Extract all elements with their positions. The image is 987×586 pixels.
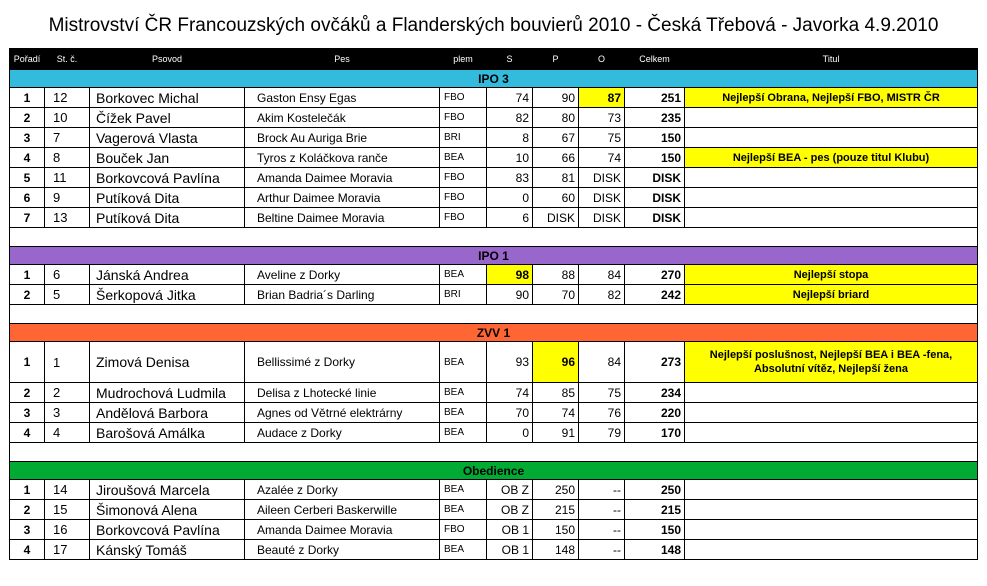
- cell-score-s: 0: [487, 423, 533, 443]
- cell-score-p: 66: [533, 148, 579, 168]
- cell-start-number: 15: [45, 500, 90, 520]
- cell-score-o: 75: [579, 128, 625, 148]
- cell-score-p: 85: [533, 383, 579, 403]
- cell-start-number: 7: [45, 128, 90, 148]
- gap-cell: [10, 305, 978, 324]
- cell-handler: Mudrochová Ludmila: [90, 383, 245, 403]
- cell-score-p: 60: [533, 188, 579, 208]
- cell-score-o: DISK: [579, 208, 625, 228]
- cell-rank: 4: [10, 148, 45, 168]
- gap-cell: [10, 228, 978, 247]
- table-row: [10, 540, 978, 560]
- cell-start-number: 6: [45, 265, 90, 285]
- cell-score-s: OB 1: [487, 520, 533, 540]
- cell-score-o: 79: [579, 423, 625, 443]
- cell-score-p: 91: [533, 423, 579, 443]
- cell-total: 270: [625, 265, 685, 285]
- cell-total: 148: [625, 540, 685, 560]
- cell-title: [685, 480, 978, 500]
- table-row: [10, 383, 978, 403]
- cell-breed: BEA: [440, 403, 487, 423]
- page-title: Mistrovství ČR Francouzských ovčáků a Flanderských bouvierů 2010 - Česká Třebová - Javorka 4.9.2010: [48, 15, 939, 36]
- col-header-p: P: [533, 49, 579, 70]
- cell-total: 170: [625, 423, 685, 443]
- section-gap: [10, 443, 978, 462]
- cell-breed: BEA: [440, 265, 487, 285]
- cell-dog: Gaston Ensy Egas: [245, 88, 440, 108]
- cell-score-s: 6: [487, 208, 533, 228]
- cell-score-s: 90: [487, 285, 533, 305]
- cell-rank: 6: [10, 188, 45, 208]
- cell-rank: 1: [10, 342, 45, 383]
- cell-start-number: 2: [45, 383, 90, 403]
- cell-score-p: 250: [533, 480, 579, 500]
- col-header-dog: Pes: [245, 49, 440, 70]
- cell-total: 273: [625, 342, 685, 383]
- header-row: [10, 49, 978, 70]
- results-table-body: [10, 49, 978, 560]
- cell-handler: Kánský Tomáš: [90, 540, 245, 560]
- cell-score-o: 73: [579, 108, 625, 128]
- cell-handler: Jánská Andrea: [90, 265, 245, 285]
- cell-score-p: 96: [533, 342, 579, 383]
- cell-handler: Jiroušová Marcela: [90, 480, 245, 500]
- cell-score-p: 90: [533, 88, 579, 108]
- cell-breed: FBO: [440, 88, 487, 108]
- cell-total: 220: [625, 403, 685, 423]
- cell-title: [685, 383, 978, 403]
- cell-score-s: 74: [487, 383, 533, 403]
- cell-score-p: 80: [533, 108, 579, 128]
- cell-score-p: 81: [533, 168, 579, 188]
- cell-total: 150: [625, 148, 685, 168]
- cell-score-s: OB 1: [487, 540, 533, 560]
- table-row: [10, 342, 978, 383]
- cell-start-number: 3: [45, 403, 90, 423]
- cell-score-s: 93: [487, 342, 533, 383]
- section-header-row: [10, 247, 978, 265]
- cell-score-o: DISK: [579, 168, 625, 188]
- cell-handler: Šimonová Alena: [90, 500, 245, 520]
- cell-title: [685, 168, 978, 188]
- cell-breed: BEA: [440, 383, 487, 403]
- cell-score-o: --: [579, 540, 625, 560]
- table-row: [10, 168, 978, 188]
- cell-rank: 1: [10, 480, 45, 500]
- cell-dog: Agnes od Větrné elektrárny: [245, 403, 440, 423]
- cell-dog: Arthur Daimee Moravia: [245, 188, 440, 208]
- cell-total: 234: [625, 383, 685, 403]
- cell-score-o: 74: [579, 148, 625, 168]
- cell-start-number: 17: [45, 540, 90, 560]
- col-header-total: Celkem: [625, 49, 685, 70]
- cell-breed: BEA: [440, 342, 487, 383]
- cell-score-o: --: [579, 520, 625, 540]
- cell-breed: FBO: [440, 108, 487, 128]
- cell-score-p: 215: [533, 500, 579, 520]
- cell-score-p: 67: [533, 128, 579, 148]
- col-header-poradi: Pořadí: [10, 49, 45, 70]
- cell-rank: 4: [10, 423, 45, 443]
- section-gap: [10, 305, 978, 324]
- cell-total: DISK: [625, 208, 685, 228]
- section-header: Obedience: [10, 462, 978, 480]
- cell-start-number: 10: [45, 108, 90, 128]
- cell-score-s: 82: [487, 108, 533, 128]
- cell-handler: Andělová Barbora: [90, 403, 245, 423]
- table-row: [10, 423, 978, 443]
- cell-handler: Borkovec Michal: [90, 88, 245, 108]
- cell-title: [685, 208, 978, 228]
- table-row: [10, 403, 978, 423]
- table-row: [10, 148, 978, 168]
- col-header-title: Titul: [685, 49, 978, 70]
- col-header-breed: plem: [440, 49, 487, 70]
- table-row: [10, 285, 978, 305]
- cell-title: [685, 188, 978, 208]
- cell-breed: FBO: [440, 168, 487, 188]
- table-row: [10, 188, 978, 208]
- cell-handler: Borkovcová Pavlína: [90, 520, 245, 540]
- cell-start-number: 4: [45, 423, 90, 443]
- cell-handler: Putíková Dita: [90, 188, 245, 208]
- cell-score-o: --: [579, 500, 625, 520]
- cell-handler: Putíková Dita: [90, 208, 245, 228]
- cell-score-s: 70: [487, 403, 533, 423]
- cell-breed: FBO: [440, 188, 487, 208]
- cell-title: [685, 128, 978, 148]
- cell-start-number: 9: [45, 188, 90, 208]
- cell-start-number: 16: [45, 520, 90, 540]
- cell-total: 242: [625, 285, 685, 305]
- table-row: [10, 128, 978, 148]
- table-row: [10, 208, 978, 228]
- gap-cell: [10, 443, 978, 462]
- cell-score-o: 84: [579, 265, 625, 285]
- cell-breed: FBO: [440, 208, 487, 228]
- cell-breed: BEA: [440, 423, 487, 443]
- cell-start-number: 5: [45, 285, 90, 305]
- cell-handler: Šerkopová Jitka: [90, 285, 245, 305]
- results-table: [9, 48, 978, 560]
- cell-score-s: 83: [487, 168, 533, 188]
- cell-title: Nejlepší poslušnost, Nejlepší BEA i BEA -fena, Absolutní vítěz, Nejlepší žena: [685, 342, 978, 383]
- cell-title: [685, 108, 978, 128]
- cell-score-o: 87: [579, 88, 625, 108]
- cell-title: Nejlepší Obrana, Nejlepší FBO, MISTR ČR: [685, 88, 978, 108]
- cell-start-number: 14: [45, 480, 90, 500]
- cell-score-o: 84: [579, 342, 625, 383]
- cell-title: [685, 520, 978, 540]
- cell-score-p: 70: [533, 285, 579, 305]
- cell-breed: BEA: [440, 500, 487, 520]
- cell-score-p: 150: [533, 520, 579, 540]
- table-row: [10, 520, 978, 540]
- cell-score-s: OB Z: [487, 480, 533, 500]
- cell-dog: Beltine Daimee Moravia: [245, 208, 440, 228]
- section-gap: [10, 228, 978, 247]
- cell-rank: 2: [10, 108, 45, 128]
- cell-dog: Amanda Daimee Moravia: [245, 520, 440, 540]
- cell-score-p: 88: [533, 265, 579, 285]
- cell-score-o: DISK: [579, 188, 625, 208]
- cell-rank: 7: [10, 208, 45, 228]
- section-header: ZVV 1: [10, 324, 978, 342]
- cell-dog: Aileen Cerberi Baskerwille: [245, 500, 440, 520]
- section-header: IPO 3: [10, 70, 978, 88]
- cell-title: Nejlepší briard: [685, 285, 978, 305]
- cell-total: DISK: [625, 188, 685, 208]
- cell-title: [685, 403, 978, 423]
- cell-total: 150: [625, 520, 685, 540]
- cell-dog: Aveline z Dorky: [245, 265, 440, 285]
- cell-title: Nejlepší BEA - pes (pouze titul Klubu): [685, 148, 978, 168]
- cell-dog: Brian Badria´s Darling: [245, 285, 440, 305]
- cell-start-number: 11: [45, 168, 90, 188]
- cell-rank: 3: [10, 520, 45, 540]
- cell-breed: FBO: [440, 520, 487, 540]
- table-row: [10, 265, 978, 285]
- cell-rank: 4: [10, 540, 45, 560]
- cell-handler: Bouček Jan: [90, 148, 245, 168]
- cell-rank: 1: [10, 265, 45, 285]
- cell-handler: Vagerová Vlasta: [90, 128, 245, 148]
- cell-title: [685, 540, 978, 560]
- cell-rank: 3: [10, 128, 45, 148]
- col-header-s: S: [487, 49, 533, 70]
- cell-rank: 1: [10, 88, 45, 108]
- cell-title: [685, 500, 978, 520]
- cell-dog: Delisa z Lhotecké linie: [245, 383, 440, 403]
- cell-breed: BEA: [440, 480, 487, 500]
- cell-rank: 2: [10, 285, 45, 305]
- section-header: IPO 1: [10, 247, 978, 265]
- col-header-o: O: [579, 49, 625, 70]
- cell-breed: BEA: [440, 148, 487, 168]
- cell-rank: 2: [10, 500, 45, 520]
- cell-breed: BEA: [440, 540, 487, 560]
- cell-score-s: 0: [487, 188, 533, 208]
- cell-handler: Borkovcová Pavlína: [90, 168, 245, 188]
- cell-score-p: 148: [533, 540, 579, 560]
- cell-score-p: DISK: [533, 208, 579, 228]
- cell-score-o: --: [579, 480, 625, 500]
- cell-score-s: 10: [487, 148, 533, 168]
- cell-score-s: OB Z: [487, 500, 533, 520]
- cell-score-o: 75: [579, 383, 625, 403]
- cell-title: Nejlepší stopa: [685, 265, 978, 285]
- cell-dog: Amanda Daimee Moravia: [245, 168, 440, 188]
- cell-rank: 2: [10, 383, 45, 403]
- cell-dog: Beauté z Dorky: [245, 540, 440, 560]
- cell-breed: BRI: [440, 285, 487, 305]
- cell-start-number: 13: [45, 208, 90, 228]
- cell-title: [685, 423, 978, 443]
- cell-dog: Azalée z Dorky: [245, 480, 440, 500]
- cell-handler: Barošová Amálka: [90, 423, 245, 443]
- cell-breed: BRI: [440, 128, 487, 148]
- cell-rank: 5: [10, 168, 45, 188]
- table-row: [10, 88, 978, 108]
- col-header-handler: Psovod: [90, 49, 245, 70]
- cell-total: 251: [625, 88, 685, 108]
- table-row: [10, 108, 978, 128]
- section-header-row: [10, 70, 978, 88]
- cell-score-s: 74: [487, 88, 533, 108]
- cell-total: 235: [625, 108, 685, 128]
- cell-dog: Tyros z Koláčkova ranče: [245, 148, 440, 168]
- cell-start-number: 12: [45, 88, 90, 108]
- section-header-row: [10, 324, 978, 342]
- cell-start-number: 1: [45, 342, 90, 383]
- cell-start-number: 8: [45, 148, 90, 168]
- cell-handler: Čížek Pavel: [90, 108, 245, 128]
- cell-total: 215: [625, 500, 685, 520]
- cell-rank: 3: [10, 403, 45, 423]
- cell-dog: Audace z Dorky: [245, 423, 440, 443]
- table-row: [10, 500, 978, 520]
- section-header-row: [10, 462, 978, 480]
- cell-score-s: 8: [487, 128, 533, 148]
- cell-total: 150: [625, 128, 685, 148]
- cell-score-o: 76: [579, 403, 625, 423]
- cell-score-s: 98: [487, 265, 533, 285]
- cell-total: DISK: [625, 168, 685, 188]
- cell-dog: Akim Kostelečák: [245, 108, 440, 128]
- table-row: [10, 480, 978, 500]
- cell-score-o: 82: [579, 285, 625, 305]
- col-header-start-number: St. č.: [45, 49, 90, 70]
- cell-score-p: 74: [533, 403, 579, 423]
- cell-total: 250: [625, 480, 685, 500]
- cell-handler: Zimová Denisa: [90, 342, 245, 383]
- cell-dog: Bellissimé z Dorky: [245, 342, 440, 383]
- cell-dog: Brock Au Auriga Brie: [245, 128, 440, 148]
